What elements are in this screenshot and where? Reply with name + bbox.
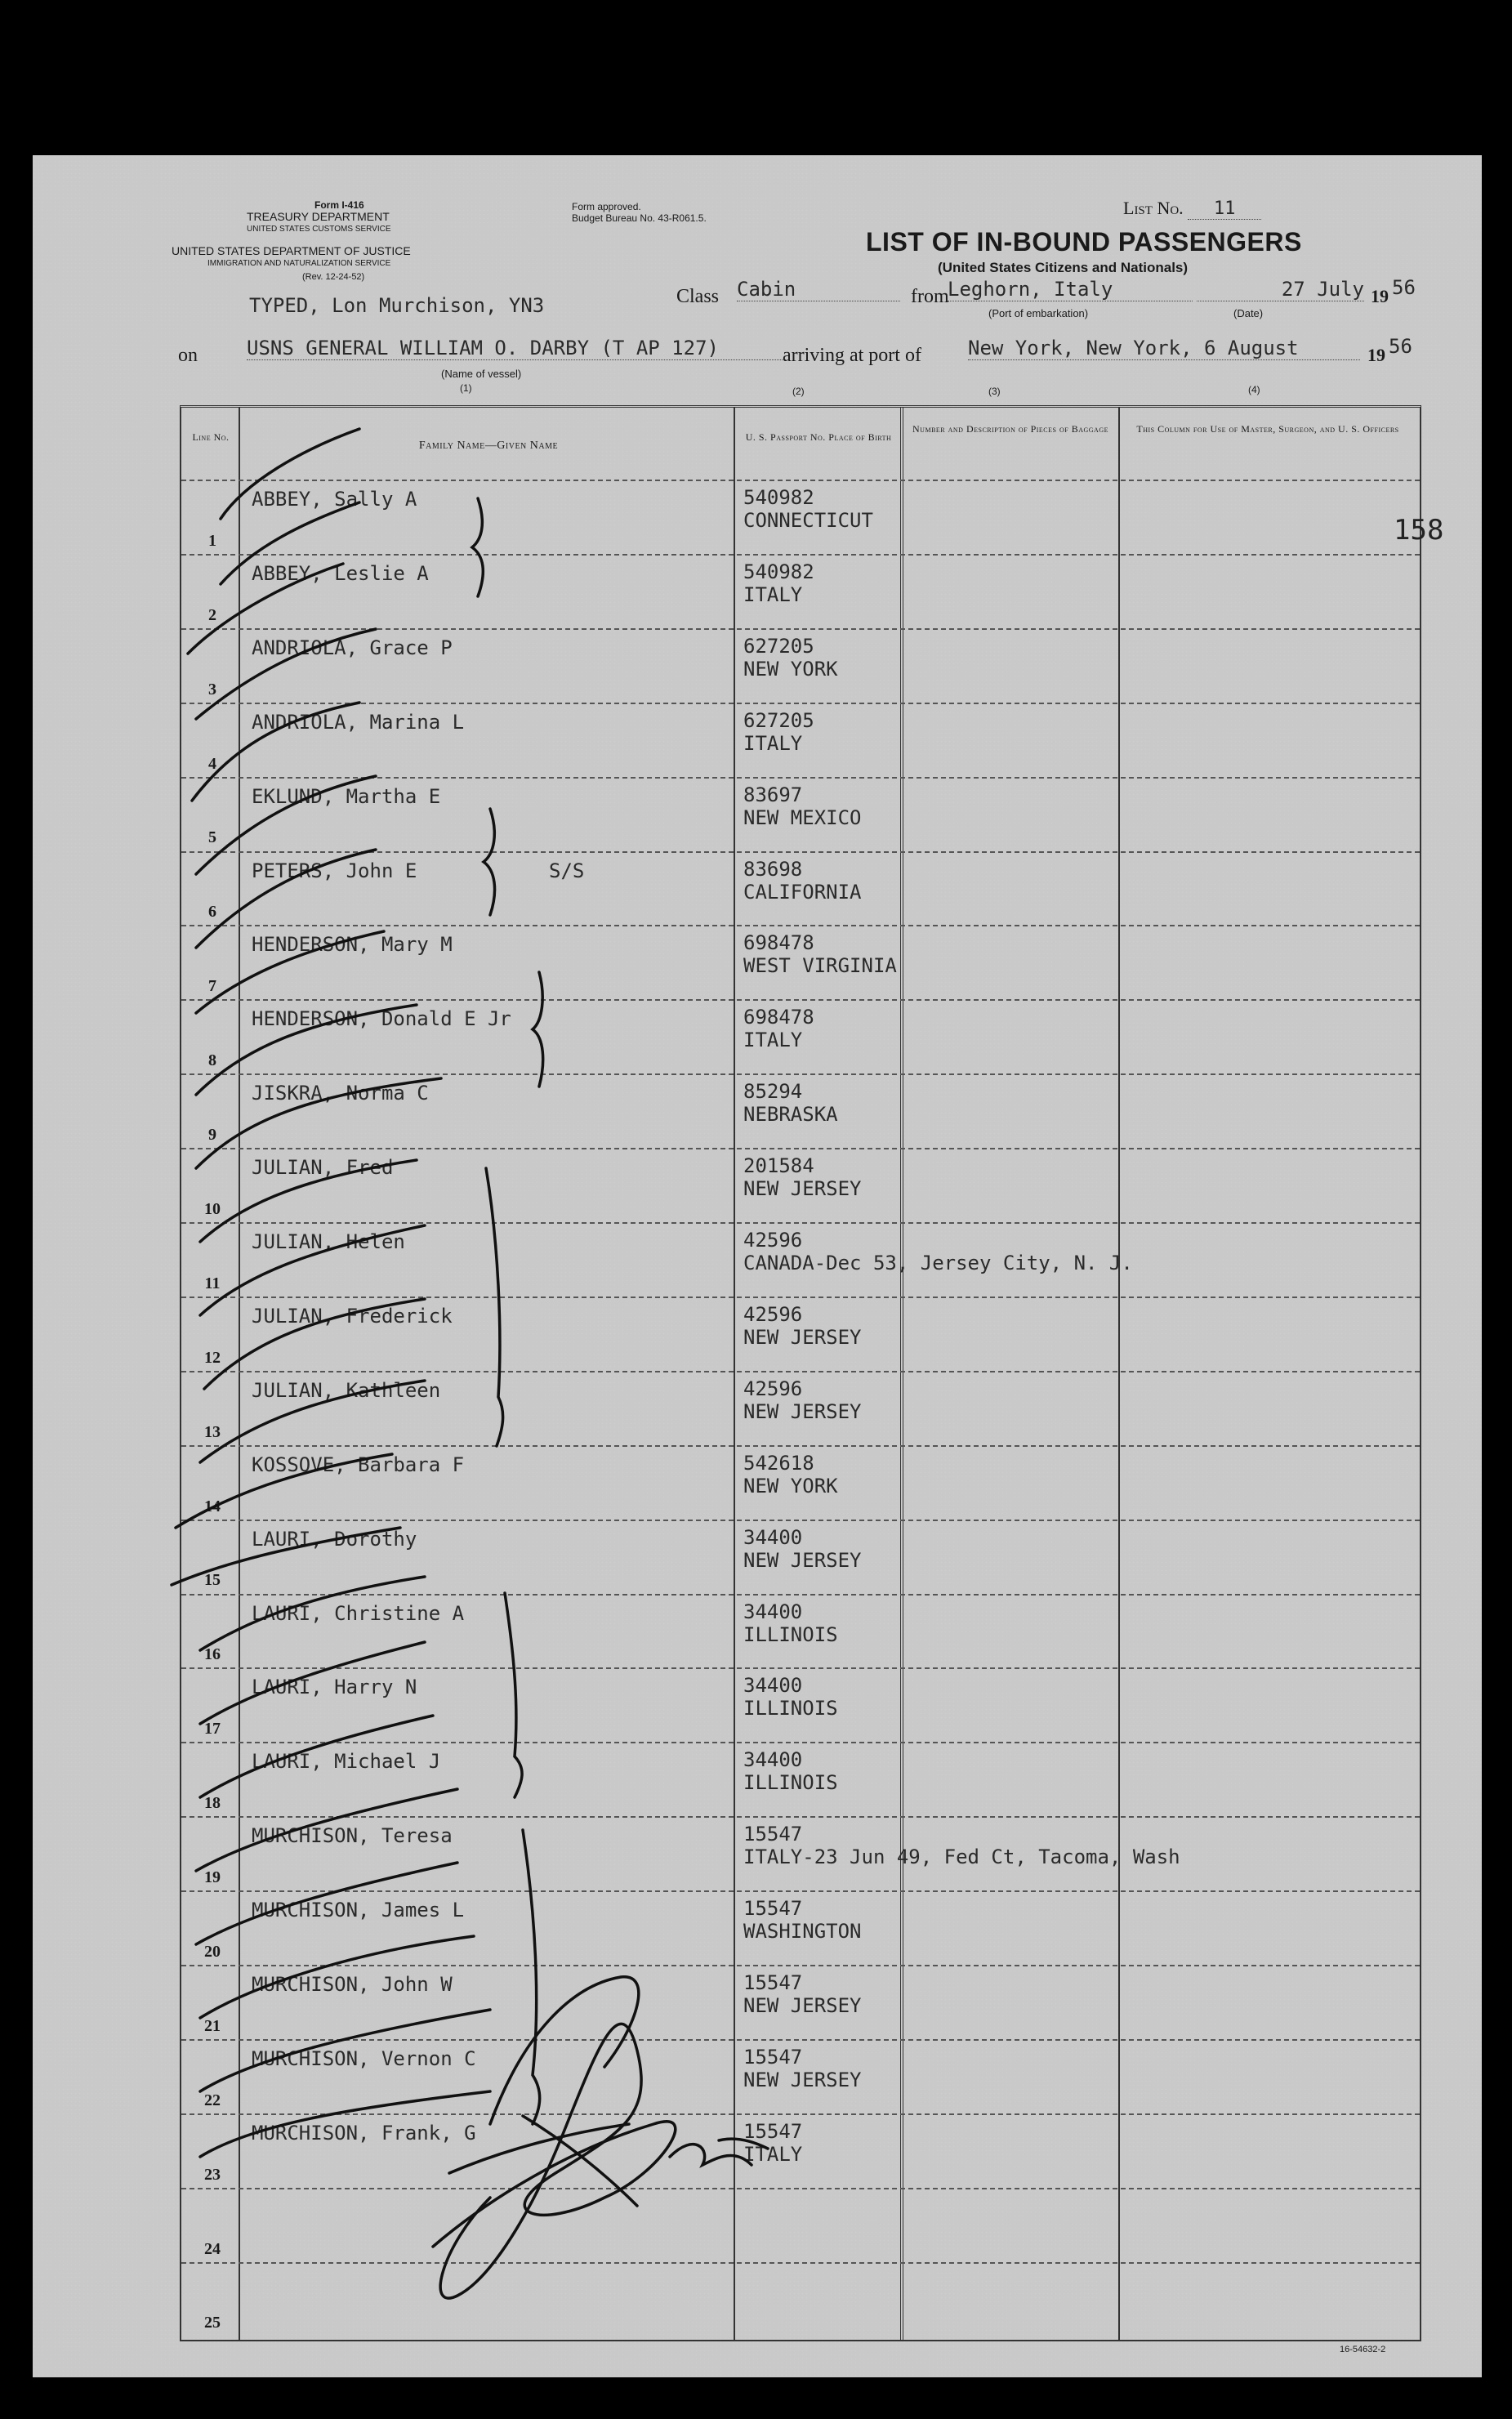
place-of-birth: ILLINOIS (743, 1771, 838, 1795)
column-number-4: (4) (1248, 384, 1260, 395)
line-number: 2 (208, 605, 216, 624)
place-of-birth: ITALY (743, 582, 803, 606)
table-row (181, 1445, 1420, 1521)
place-of-birth: NEW YORK (743, 1474, 838, 1497)
table-row (181, 1816, 1420, 1892)
budget-bureau-number: Budget Bureau No. 43-R061.5. (572, 212, 707, 224)
line-number: 11 (204, 1274, 221, 1292)
place-of-birth: WASHINGTON (743, 1920, 862, 1944)
passport-number: 540982 (743, 560, 814, 583)
line-number: 3 (208, 680, 216, 698)
passenger-name: LAURI, Christine A (252, 1601, 465, 1625)
line-number: 5 (208, 828, 216, 847)
passenger-name: LAURI, Dorothy (252, 1527, 417, 1551)
passport-number: 15547 (743, 2119, 803, 2143)
passenger-name: HENDERSON, Donald E Jr (252, 1007, 511, 1031)
passport-number: 201584 (743, 1154, 814, 1178)
place-of-birth: CANADA-Dec 53, Jersey City, N. J. (743, 1252, 1133, 1274)
passenger-name: MURCHISON, Teresa (252, 1824, 453, 1848)
passenger-name: LAURI, Harry N (252, 1676, 417, 1699)
place-of-birth: NEW JERSEY (743, 1548, 862, 1572)
passport-number: 627205 (743, 708, 814, 732)
footer-code: 16-54632-2 (1340, 2345, 1386, 2354)
column-number-3: (3) (988, 386, 1001, 397)
table-row (181, 1148, 1420, 1224)
place-of-birth: ILLINOIS (743, 1697, 838, 1721)
on-label: on (178, 345, 198, 366)
table-row (181, 703, 1420, 779)
passport-number: 42596 (743, 1229, 803, 1252)
passport-number: 627205 (743, 634, 814, 658)
passport-number: 15547 (743, 2045, 803, 2069)
customs-service: UNITED STATES CUSTOMS SERVICE (247, 225, 391, 234)
revision-date: (Rev. 12-24-52) (302, 272, 365, 282)
immigration-service: IMMIGRATION AND NATURALIZATION SERVICE (207, 259, 391, 268)
place-of-birth: WEST VIRGINIA (743, 954, 897, 978)
place-of-birth: ILLINOIS (743, 1622, 838, 1646)
place-of-birth: NEBRASKA (743, 1103, 838, 1127)
line-number: 1 (208, 531, 216, 550)
table-row (181, 1965, 1420, 2041)
passport-number: 15547 (743, 1897, 803, 1921)
header-officers: This Column for Use of Master, Surgeon, and U. S. Officers (1136, 423, 1399, 435)
line-number: 20 (204, 1942, 221, 1961)
place-of-birth: NEW JERSEY (743, 1325, 862, 1349)
place-of-birth: NEW JERSEY (743, 2068, 862, 2091)
typed-by: TYPED, Lon Murchison, YN3 (249, 294, 545, 317)
table-row (181, 777, 1420, 853)
line-number: 7 (208, 977, 216, 996)
table-row (181, 480, 1420, 556)
place-of-birth: NEW JERSEY (743, 1177, 862, 1201)
column-number-1: (1) (460, 382, 472, 394)
place-of-birth: ITALY (743, 731, 803, 755)
line-number: 16 (204, 1645, 221, 1664)
passport-number: 698478 (743, 931, 814, 955)
list-number-label (1123, 198, 1261, 220)
header-passport: U. S. Passport No. Place of Birth (745, 431, 892, 443)
arrival-port-date: New York, New York, 6 August (968, 337, 1360, 360)
place-of-birth: ITALY (743, 2142, 803, 2166)
table-row (181, 1742, 1420, 1818)
line-number: 23 (204, 2165, 221, 2184)
year-prefix: 19 (1371, 286, 1389, 306)
place-of-birth: ITALY (743, 1029, 803, 1052)
officer-note: 158 (1394, 514, 1444, 547)
year-value-2: 56 (1389, 335, 1412, 358)
passenger-name: MURCHISON, John W (252, 1973, 453, 1996)
form-number: Form I-416 (314, 199, 364, 211)
passenger-name: MURCHISON, James L (252, 1899, 465, 1922)
treasury-department: TREASURY DEPARTMENT (247, 210, 390, 223)
passenger-name: ABBEY, Leslie A (252, 561, 429, 585)
passenger-name: ANDRIOLA, Grace P (252, 636, 453, 659)
column-number-2: (2) (792, 386, 805, 397)
line-number: 14 (204, 1497, 221, 1515)
table-row (181, 1520, 1420, 1596)
department-of-justice: UNITED STATES DEPARTMENT OF JUSTICE (172, 244, 411, 257)
line-number: 17 (204, 1720, 221, 1738)
page-title: LIST OF IN-BOUND PASSENGERS (866, 227, 1302, 257)
table-row (181, 628, 1420, 704)
table-row (181, 554, 1420, 630)
embarkation-date: 27 July (1197, 278, 1364, 301)
table-row (181, 1594, 1420, 1670)
passenger-name: JULIAN, Helen (252, 1230, 405, 1253)
manifest-page (33, 155, 1482, 2377)
table-row (181, 925, 1420, 1001)
line-number: 13 (204, 1422, 221, 1441)
passport-number: 34400 (743, 1674, 803, 1698)
arriving-label: arriving at port of (783, 345, 921, 366)
line-number: 24 (204, 2239, 221, 2258)
line-number: 19 (204, 1868, 221, 1887)
passport-number: 698478 (743, 1006, 814, 1029)
passport-number: 34400 (743, 1600, 803, 1623)
table-row (181, 2113, 1420, 2189)
passenger-name: MURCHISON, Vernon C (252, 2046, 476, 2070)
place-of-birth: CALIFORNIA (743, 880, 862, 904)
line-number: 8 (208, 1051, 216, 1070)
year-value: 56 (1392, 276, 1416, 299)
passport-number: 34400 (743, 1525, 803, 1549)
port-of-embarkation: Leghorn, Italy (948, 278, 1193, 301)
passenger-name: JULIAN, Fred (252, 1156, 394, 1180)
passport-number: 83697 (743, 783, 803, 806)
table-row (181, 1222, 1420, 1298)
passport-number: 83698 (743, 857, 803, 881)
table-row (181, 1890, 1420, 1966)
passenger-note: S/S (549, 859, 585, 882)
line-number: 21 (204, 2016, 221, 2035)
table-row (181, 1297, 1420, 1372)
table-row (181, 2188, 1420, 2264)
table-row (181, 2039, 1420, 2115)
passenger-name: ABBEY, Sally A (252, 488, 417, 511)
place-of-birth: ITALY-23 Jun 49, Fed Ct, Tacoma, Wash (743, 1845, 1180, 1869)
passport-number: 42596 (743, 1302, 803, 1326)
passenger-name: HENDERSON, Mary M (252, 933, 453, 957)
line-number: 10 (204, 1199, 221, 1218)
passport-number: 34400 (743, 1748, 803, 1772)
passport-number: 540982 (743, 486, 814, 509)
place-of-birth: NEW MEXICO (743, 806, 862, 829)
place-of-birth: NEW JERSEY (743, 1994, 862, 2017)
passenger-name: MURCHISON, Frank, G (252, 2121, 476, 2145)
passenger-name: JULIAN, Frederick (252, 1304, 453, 1328)
passenger-name: ANDRIOLA, Marina L (252, 710, 465, 734)
passenger-name: EKLUND, Martha E (252, 784, 441, 808)
place-of-birth: NEW JERSEY (743, 1399, 862, 1423)
line-number: 22 (204, 2091, 221, 2109)
passenger-name: JISKRA, Norma C (252, 1082, 429, 1105)
table-row (181, 2262, 1420, 2338)
form-approved: Form approved. (572, 201, 641, 212)
header-line-no: Line No. (192, 431, 230, 443)
line-number: 25 (204, 2314, 221, 2332)
class-label: Class (676, 286, 720, 307)
vessel-name: USNS GENERAL WILLIAM O. DARBY (T AP 127) (247, 337, 786, 360)
from-label: from (911, 286, 949, 307)
vessel-caption: (Name of vessel) (441, 368, 522, 380)
line-number: 9 (208, 1126, 216, 1145)
list-number: 11 (1188, 199, 1261, 220)
line-number: 15 (204, 1571, 221, 1590)
table-row (181, 851, 1420, 927)
line-number: 6 (208, 903, 216, 922)
table-row (181, 1667, 1420, 1743)
date-caption: (Date) (1233, 307, 1264, 319)
line-number: 18 (204, 1794, 221, 1813)
class-value: Cabin (737, 278, 900, 301)
line-number: 12 (204, 1348, 221, 1367)
passport-number: 15547 (743, 1971, 803, 1994)
passport-number: 542618 (743, 1451, 814, 1475)
port-of-embarkation-caption: (Port of embarkation) (988, 307, 1089, 319)
list-label: List No. (1123, 198, 1184, 218)
header-name: Family Name—Given Name (418, 440, 559, 452)
passenger-name: PETERS, John E (252, 859, 417, 882)
table-row (181, 1073, 1420, 1149)
place-of-birth: NEW YORK (743, 657, 838, 681)
line-number: 4 (208, 754, 216, 773)
place-of-birth: CONNECTICUT (743, 509, 873, 532)
passport-number: 15547 (743, 1823, 803, 1846)
passenger-name: KOSSOVE, Barbara F (252, 1453, 465, 1476)
passenger-name: LAURI, Michael J (252, 1750, 441, 1774)
table-row (181, 1371, 1420, 1447)
page-subtitle: (United States Citizens and Nationals) (938, 260, 1189, 275)
passenger-table (180, 405, 1444, 2341)
table-row (181, 999, 1420, 1075)
header-baggage: Number and Description of Pieces of Baggage (912, 423, 1108, 435)
year-prefix-2: 19 (1367, 345, 1385, 365)
passenger-name: JULIAN, Kathleen (252, 1378, 441, 1402)
passport-number: 85294 (743, 1080, 803, 1104)
passport-number: 42596 (743, 1377, 803, 1400)
